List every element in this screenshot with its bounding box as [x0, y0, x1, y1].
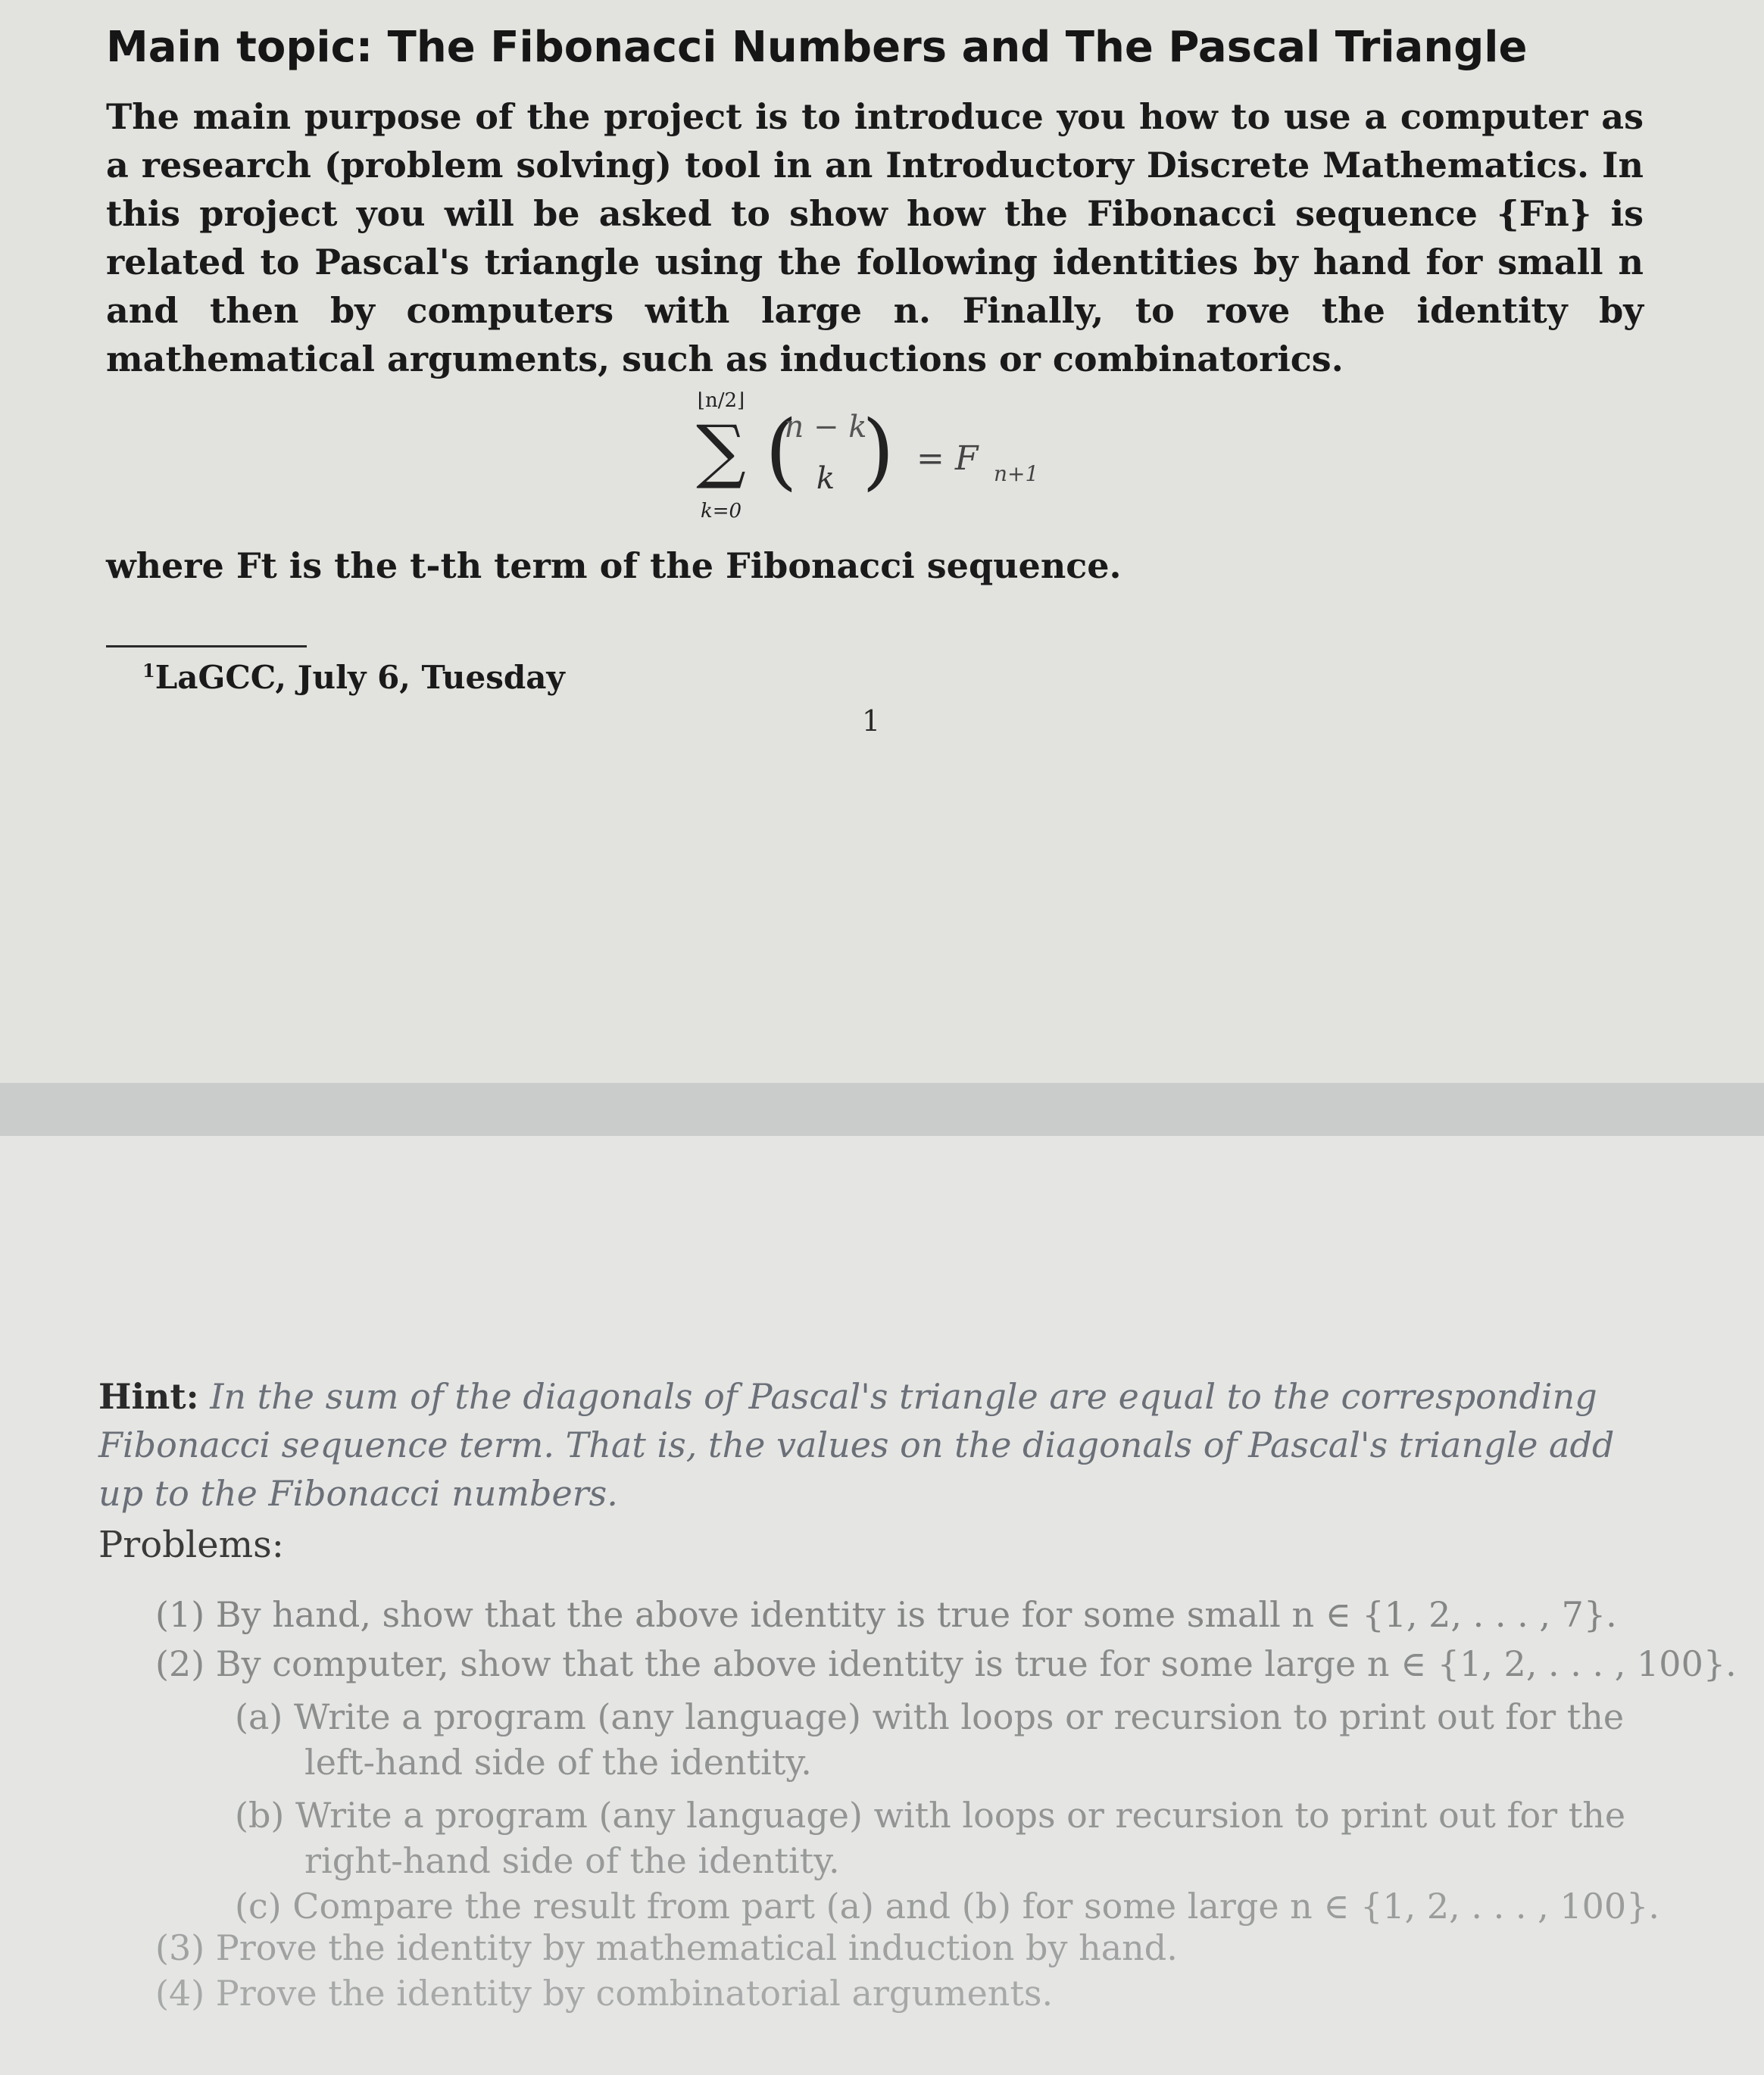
sum-upper-limit: ⌊n/2⌋	[697, 389, 745, 412]
problems-heading: Problems:	[98, 1524, 284, 1566]
footnote	[142, 659, 565, 696]
page-title: Main topic: The Fibonacci Numbers and The Pascal Triangle	[106, 23, 1528, 72]
problem-2: (2) By computer, show that the above identity is true for some large n ∈ {1, 2, . . . , 100}.	[155, 1643, 1737, 1684]
sum-lower-limit: k=0	[700, 500, 742, 523]
binom-right-paren: )	[862, 402, 894, 499]
problem-2a-line2: left-hand side of the identity.	[304, 1742, 812, 1783]
footnote-rule	[106, 645, 307, 647]
hint-paragraph	[98, 1372, 1651, 1518]
identity-formula	[689, 375, 1068, 526]
where-line: where Ft is the t-th term of the Fibonacci sequence.	[106, 545, 1122, 586]
hint-label: Hint:	[98, 1376, 199, 1417]
problem-2a-line1: (a) Write a program (any language) with loops or recursion to print out for the	[235, 1696, 1625, 1737]
footnote-text: LaGCC, July 6, Tuesday	[155, 659, 565, 696]
page-divider-band	[0, 1083, 1764, 1136]
sigma-symbol: ∑	[696, 410, 746, 491]
binom-bottom: k	[816, 461, 835, 496]
problem-1: (1) By hand, show that the above identity is true for some small n ∈ {1, 2, . . . , 7}.	[155, 1594, 1617, 1635]
problem-2c: (c) Compare the result from part (a) and (b) for some large n ∈ {1, 2, . . . , 100}.	[235, 1886, 1660, 1927]
intro-paragraph: The main purpose of the project is to introduce you how to use a computer as a research (problem solving) tool in an Introductory Discrete Mathematics. In this project you will be asked to show how the Fibonacci sequence {Fn} is related to Pascal's triangle using the following identities by hand for small n and then by computers with large n. Finally, to rove the identity by mathematical arguments, such as inductions or combinatorics.	[106, 96, 1644, 379]
page-number: 1	[862, 704, 881, 738]
binom-top: n − k	[784, 410, 867, 445]
footnote-marker: 1	[142, 660, 155, 682]
problem-2b-line1: (b) Write a program (any language) with loops or recursion to print out for the	[235, 1795, 1626, 1836]
binom-left-paren: (	[765, 402, 798, 499]
formula-rhs-subscript: n+1	[994, 461, 1039, 486]
problem-4: (4) Prove the identity by combinatorial arguments.	[155, 1973, 1054, 2014]
hint-text: In the sum of the diagonals of Pascal's triangle are equal to the corresponding Fibonacci sequence term. That is, the values on the diagonals of Pascal's triangle add up to the Fibonacci numbers.	[98, 1376, 1615, 1514]
problem-3: (3) Prove the identity by mathematical induction by hand.	[155, 1927, 1178, 1968]
problem-2b-line2: right-hand side of the identity.	[304, 1840, 840, 1881]
formula-rhs: = F	[916, 439, 979, 478]
